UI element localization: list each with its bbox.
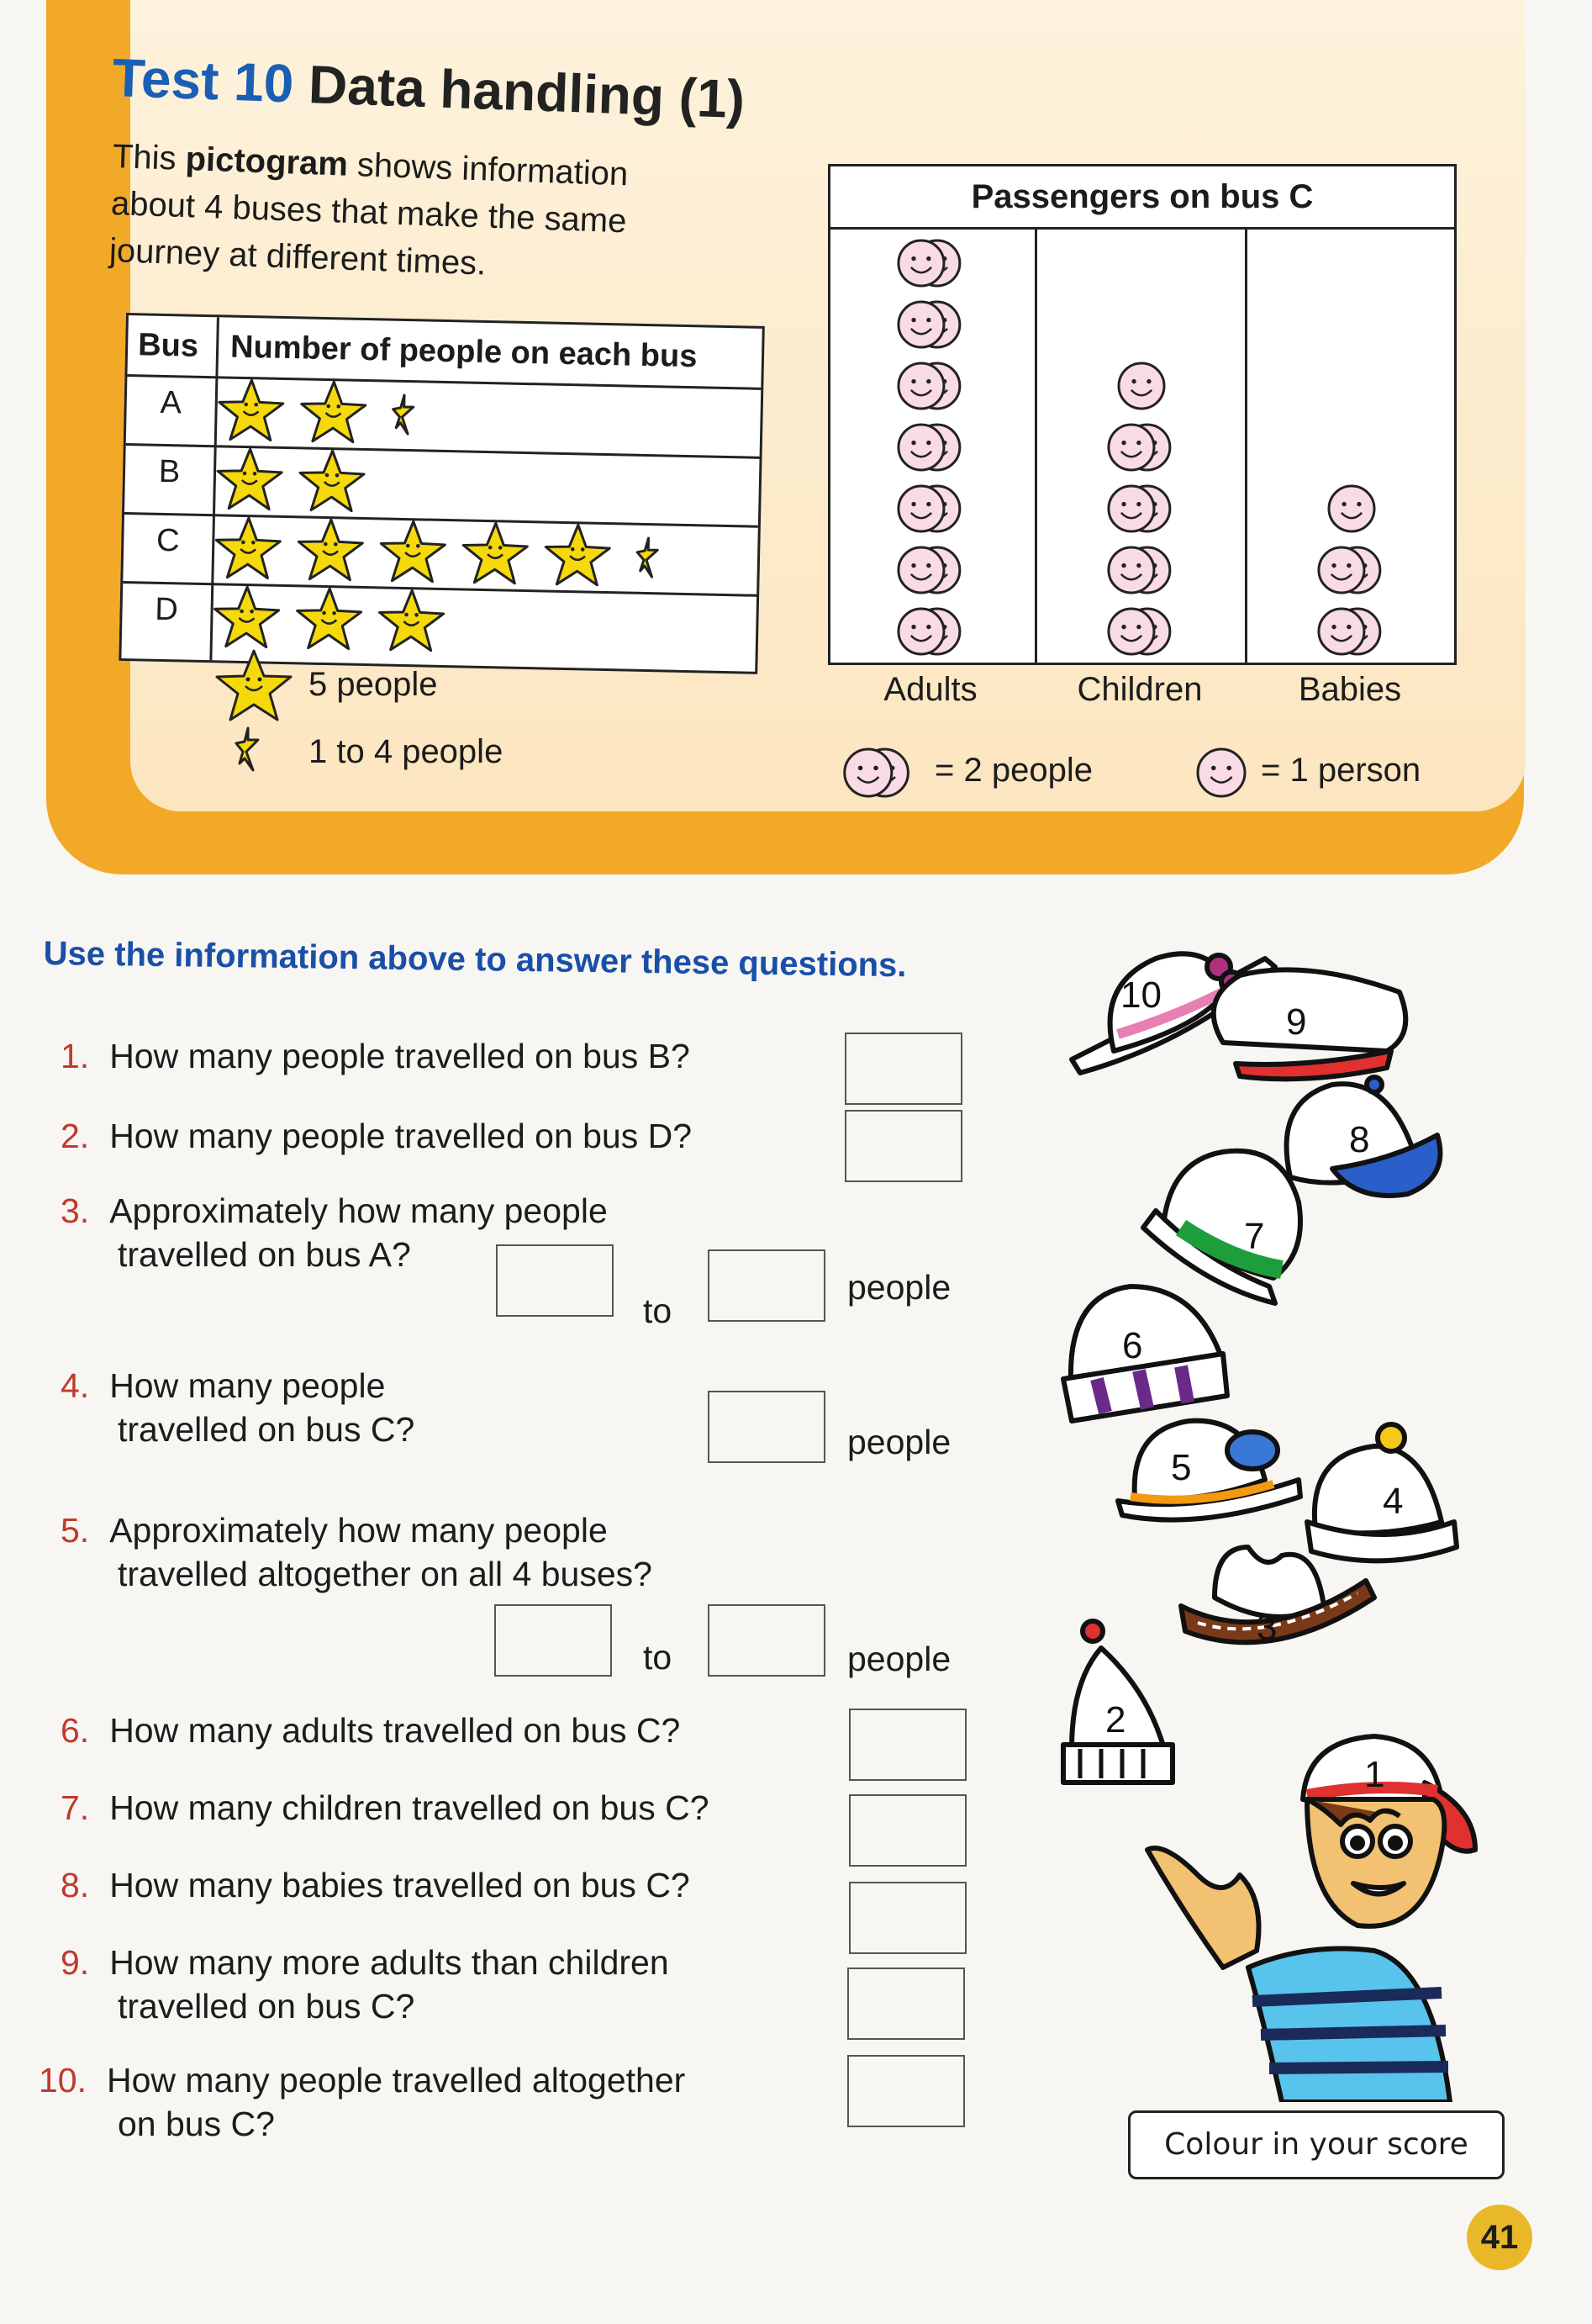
hat-number-6: 6 (1122, 1325, 1143, 1366)
hat-number-10: 10 (1120, 974, 1162, 1016)
single-face-icon (1329, 486, 1374, 531)
hat-7-icon (1143, 1151, 1300, 1303)
chart-title: Passengers on bus C (830, 166, 1454, 230)
hat-number-5: 5 (1171, 1447, 1192, 1488)
question-text: How many people (109, 1366, 386, 1405)
double-face-icon (1109, 486, 1170, 531)
question-9 (61, 1941, 669, 2028)
question-text-line2: on bus C? (118, 2105, 275, 2143)
star-icon (217, 448, 282, 510)
star-icon (217, 651, 291, 720)
question-number: 2. (61, 1117, 90, 1155)
col-header-number: Number of people on each bus (229, 329, 698, 375)
double-face-icon (836, 743, 929, 802)
row-label-d: D (154, 591, 179, 628)
question-text: How many babies travelled on bus C? (109, 1866, 690, 1904)
answer-box-4[interactable] (708, 1391, 825, 1463)
double-face-icon (845, 749, 909, 796)
star-icon (379, 589, 444, 651)
word-people: people (847, 1640, 952, 1678)
question-number: 6. (61, 1711, 90, 1750)
question-1 (61, 1034, 690, 1078)
face-icon (899, 547, 944, 593)
question-text-line2: travelled on bus C? (118, 1410, 415, 1449)
double-face-icon (899, 486, 960, 531)
answer-box-8[interactable] (849, 1882, 967, 1954)
question-number: 7. (61, 1788, 90, 1827)
face-icon (899, 302, 944, 347)
colour-score-label: Colour in your score (1128, 2110, 1505, 2179)
instructions: Use the information above to answer these questions. (43, 935, 907, 985)
key-double-face: = 2 people (935, 752, 1093, 789)
face-icon (1198, 749, 1245, 796)
pictogram-table (119, 313, 765, 674)
question-number: 4. (61, 1366, 90, 1405)
hat-number-7: 7 (1244, 1216, 1265, 1257)
face-icon (899, 240, 944, 286)
pictogram-stars (212, 317, 756, 668)
star-icon (219, 379, 283, 441)
answer-box-9[interactable] (847, 1967, 965, 2040)
double-face-icon (899, 547, 960, 593)
answer-box-6[interactable] (849, 1709, 967, 1781)
question-text: Approximately how many people (109, 1191, 608, 1230)
double-face-icon (1109, 425, 1170, 470)
single-face-icon (1192, 743, 1251, 802)
hat-6-icon (1063, 1286, 1227, 1421)
answer-box-3a[interactable] (496, 1244, 614, 1317)
question-text: How many adults travelled on bus C? (109, 1711, 681, 1750)
face-icon (899, 363, 944, 409)
col-header-bus: Bus (137, 327, 199, 364)
category-label-babies: Babies (1298, 671, 1402, 708)
question-5 (61, 1508, 652, 1596)
word-people: people (847, 1423, 952, 1461)
answer-box-5a[interactable] (494, 1604, 612, 1677)
question-text: How many children travelled on bus C? (109, 1788, 709, 1827)
hat-number-4: 4 (1383, 1481, 1404, 1522)
row-label-a: A (160, 384, 182, 421)
row-label-b: B (158, 453, 181, 490)
question-text: How many more adults than children (109, 1943, 669, 1982)
hat-number-1: 1 (1364, 1754, 1385, 1795)
part-star-icon (393, 395, 414, 434)
question-number: 9. (61, 1943, 90, 1982)
question-text-line2: travelled on bus A? (118, 1235, 411, 1274)
question-10 (39, 2058, 685, 2146)
star-key-icons (214, 647, 298, 799)
hat-5-icon (1118, 1421, 1300, 1520)
hat-3-icon (1181, 1547, 1374, 1642)
boy-icon (1147, 1799, 1450, 2102)
face-icon (899, 609, 944, 654)
question-2 (61, 1114, 692, 1158)
star-icon (297, 588, 361, 649)
question-text-line2: travelled on bus C? (118, 1987, 415, 2026)
double-face-icon (1109, 609, 1170, 654)
double-face-icon (1109, 547, 1170, 593)
double-face-icon (899, 609, 960, 654)
double-face-icon (899, 240, 960, 286)
hat-number-8: 8 (1349, 1119, 1370, 1160)
test-label: Test 10 (111, 46, 295, 114)
intro-bold: pictogram (184, 140, 349, 183)
face-icon (1109, 609, 1154, 654)
star-icon (462, 522, 527, 584)
star-icon (301, 381, 366, 442)
question-text: Approximately how many people (109, 1511, 608, 1550)
question-8 (61, 1863, 690, 1907)
face-icon (1319, 547, 1364, 593)
answer-box-1[interactable] (845, 1033, 962, 1105)
question-number: 8. (61, 1866, 90, 1904)
double-face-icon (899, 425, 960, 470)
star-icon (380, 520, 445, 582)
face-icon (1109, 425, 1154, 470)
star-icon (214, 586, 279, 647)
question-6 (61, 1709, 680, 1752)
category-label-adults: Adults (883, 671, 978, 708)
star-icon (215, 517, 280, 578)
page-number: 41 (1467, 2205, 1532, 2270)
hat-number-2: 2 (1105, 1699, 1126, 1740)
face-icon (1109, 547, 1154, 593)
category-label-children: Children (1077, 671, 1203, 708)
key-full-star: 5 people (308, 666, 438, 703)
double-face-icon (1319, 609, 1380, 654)
intro-after: shows information about 4 buses that make the same journey at different times. (108, 145, 629, 283)
star-icon (299, 450, 364, 511)
question-7 (61, 1786, 709, 1830)
star-icon (545, 525, 609, 586)
question-number: 1. (61, 1037, 90, 1075)
bus-c-chart (828, 164, 1457, 665)
face-icon (1109, 486, 1154, 531)
face-stacks (830, 230, 1454, 663)
face-icon (845, 749, 892, 796)
hat-9-icon (1214, 969, 1406, 1079)
question-number: 3. (61, 1191, 90, 1230)
key-part-star: 1 to 4 people (308, 733, 503, 770)
face-icon (899, 425, 944, 470)
answer-box-5b[interactable] (708, 1604, 825, 1677)
question-4 (61, 1364, 414, 1451)
question-text: How many people travelled altogether (107, 2061, 686, 2100)
word-to: to (643, 1291, 672, 1330)
word-to: to (643, 1638, 672, 1677)
single-face-icon (1119, 363, 1164, 409)
question-text: How many people travelled on bus B? (109, 1037, 690, 1075)
intro-text (108, 133, 718, 295)
answer-box-7[interactable] (849, 1794, 967, 1867)
question-text: How many people travelled on bus D? (109, 1117, 693, 1155)
double-face-icon (1319, 547, 1380, 593)
key-single-face: = 1 person (1261, 752, 1421, 789)
part-star-icon (236, 728, 258, 770)
word-people: people (847, 1268, 952, 1307)
double-face-icon (899, 363, 960, 409)
answer-box-2[interactable] (845, 1110, 962, 1182)
question-text-line2: travelled altogether on all 4 buses? (118, 1555, 652, 1593)
question-number: 10. (39, 2061, 87, 2100)
intro-before: This (112, 137, 187, 177)
answer-box-3b[interactable] (708, 1249, 825, 1322)
hats-illustration (1055, 908, 1492, 2102)
hat-4-icon (1307, 1424, 1457, 1561)
answer-box-10[interactable] (847, 2055, 965, 2127)
question-number: 5. (61, 1511, 90, 1550)
part-star-icon (637, 538, 658, 577)
row-label-c: C (156, 522, 180, 559)
hat-number-3: 3 (1257, 1607, 1278, 1648)
face-icon (899, 486, 944, 531)
title-text: Data handling (1) (307, 54, 746, 130)
star-icon (298, 519, 362, 580)
double-face-icon (899, 302, 960, 347)
face-icon (1319, 609, 1364, 654)
hat-number-9: 9 (1286, 1001, 1307, 1043)
